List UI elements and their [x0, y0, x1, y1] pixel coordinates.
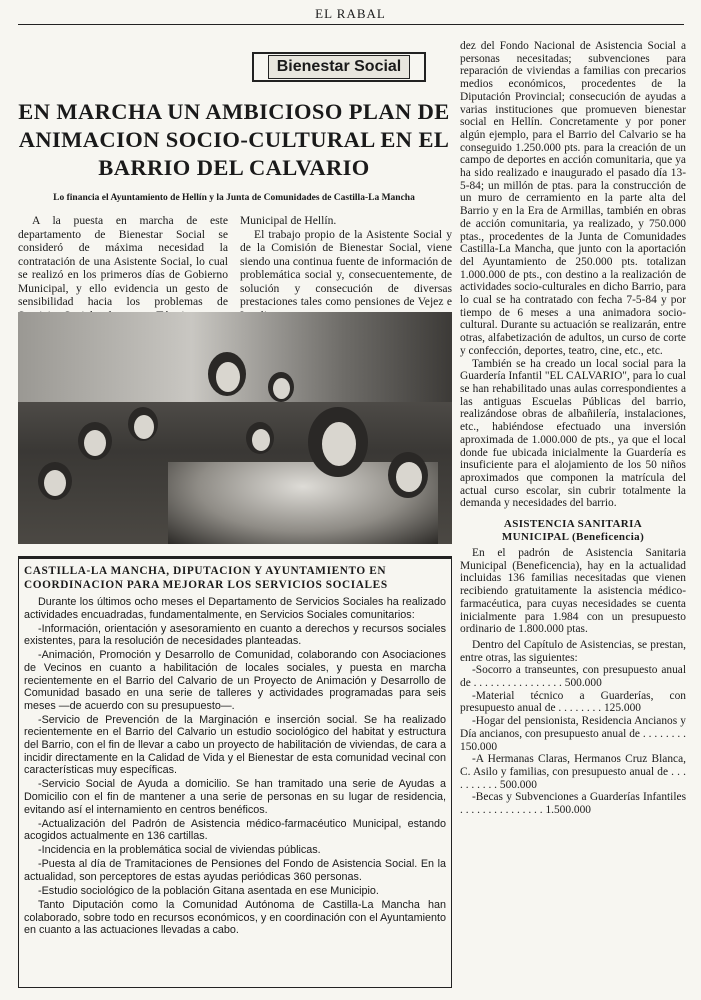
budget-item [460, 715, 686, 753]
article-photo [18, 312, 452, 544]
paragraph: Dentro del Capítulo de Asistencias, se prestan, entre otras, las siguientes: [460, 638, 686, 664]
paragraph: Durante los últimos ocho meses el Departamento de Servicios Sociales ha realizado actividades encuadradas, fundamentalmente, en Servicios Sociales comunitarios: [24, 596, 446, 621]
subsection-heading-main: MUNICIPAL [501, 531, 569, 544]
article-column-2 [240, 214, 452, 322]
budget-item-text: -Hogar del pensionista, Residencia Ancianos y Día ancianos, con presupuesto anual de [460, 715, 686, 740]
budget-item [460, 664, 686, 689]
article-headline: EN MARCHA UN AMBICIOSO PLAN DE ANIMACION SOCIO-CULTURAL EN EL BARRIO DEL CALVARIO [18, 99, 450, 180]
budget-item-dots: . . . . . . . . . . . . . . . . [470, 677, 565, 690]
paragraph: -Información, orientación y asesoramiento en cuanto a derechos y recursos sociales existentes, para la resolución de necesidades planteadas. [24, 622, 446, 648]
budget-item-dots: . . . . . . . . [639, 727, 686, 740]
article-subtitle: Lo financia el Ayuntamiento de Hellín y la Junta de Comunidades de Castilla-La Mancha [53, 193, 415, 203]
photo-figure [134, 415, 154, 439]
photo-figure [44, 470, 66, 496]
budget-item-text: -Socorro a transeuntes, con presupuesto anual de [460, 664, 686, 690]
budget-item-text: -Becas y Subvenciones a Guarderías Infantiles [472, 791, 686, 804]
budget-item-dots: . . . . . . . . . . . . . . . [460, 804, 546, 817]
photo-figure [216, 362, 240, 392]
budget-item-amount: 150.000 [460, 740, 498, 753]
budget-item-dots: . . . . . . . . . . [460, 765, 686, 791]
header-rule [18, 24, 684, 25]
photo-figure [252, 429, 270, 451]
budget-item-dots: . . . . . . . . [555, 702, 604, 715]
paragraph: -Incidencia en la problemática social de viviendas públicas. [38, 844, 321, 857]
paragraph: Municipal de Hellín. [240, 214, 337, 227]
paragraph: -Actualización del Padrón de Asistencia médico-farmacéutico Municipal, estando acogidos actualmente en 136 cartillas. [24, 817, 446, 843]
paragraph: El trabajo propio de la Asistente Social y de la Comisión de Bienestar Social, viene siendo una continua fuente de información de problemática social y, consecuentemente, de solución y consecución de diversas prestaciones tales como pensiones de Vejez e [240, 227, 452, 308]
paragraph: En el padrón de Asistencia Sanitaria Municipal (Beneficencia), hay en la actualidad incluidas 136 familias necesitadas que vienen recibiendo gratuitamente la asistencia médico-farmacéutica, para cuyas necesidades se cuenta inicialmente para 1.984 con un presupuesto ordinario de 1.800.000 ptas. [460, 547, 686, 636]
section-label-box [252, 52, 426, 82]
paragraph: dez del Fondo Nacional de Asistencia Social a personas necesitadas; subvenciones para reparación de viviendas a familias con precarios medios económicos, procedentes de la Diputación Provincial; consecución de ayudas a varias instituciones que promueven bienestar social en Hellín. Concretamente y por poner algún ejemplo, para el Barrio del Calvario se ha conseguido 1.250.000 pts. para la creación de un campo de deportes en acción comunitaria, que ya ha sido realizado e inaugurado el pasado día 13-5-84; un millón de ptas. para la construcción de un muro de cerramiento en la parte alta del Barrio y en la Era de Armillas, también en obras de acción comunitaria, ya realizado, y 750.000 ptas., procedentes de la Junta de Comunidades Castilla-La Mancha, que junto con la aportación del Ayuntamiento de 250.000 pts. totalizan 1.000.000 de pts., con destino a la realización de actividades socio-culturales en dicho Barrio, para lo cual se ha contratado con fecha 7-5-84 y por tiempo de 6 meses a una animadora socio-cultural. Durante su actuación se realizarán, entre otras, alfabetización de adultos, un curso de corte y confección, deportes, teatro, cine, etc., etc. [460, 40, 686, 357]
photo-figure [322, 422, 356, 466]
article-column-3 [460, 40, 686, 817]
subsection-heading-line-2 [460, 531, 686, 544]
paragraph: Tanto Diputación como la Comunidad Autónoma de Castilla-La Mancha han colaborado, sobre todo en recursos económicos, y en coordinación con el Ayuntamiento en cuanto a las actuaciones llevadas a cabo. [24, 899, 446, 937]
budget-item-text: -Material técnico a Guarderías, con presupuesto anual de [460, 689, 686, 715]
subsection-heading [460, 518, 686, 544]
budget-item-amount: 1.500.000 [545, 804, 591, 817]
paragraph: A la puesta en marcha de este departamento de Bienestar Social se consideró de máxima necesidad la contratación de una Asistente Social, lo cual se realizó en los primeros días de Gobierno Municipal, y ello evidencia un gesto de sensibilidad hacia los problemas de [18, 214, 228, 308]
article-column-1 [18, 214, 228, 322]
budget-item-text: -A Hermanas Claras, Hermanos Cruz Blanca, C. Asilo y familias, con presupuesto anual de [460, 753, 686, 778]
paragraph: -Animación, Promoción y Desarrollo de Comunidad, colaborando con Asociaciones de Vecinos en cuanto a habilitación de locales sociales, y puesta en marcha recientemente en el Barrio del Calvario de un Proyecto de Animación y Desarrollo de Comunidad basado en una serie de talleres y actividades programadas para seis meses —de acuerdo con su presupuesto—. [24, 649, 446, 712]
budget-item-amount: 125.000 [603, 702, 641, 715]
paragraph: -Estudio sociológico de la población Gitana asentada en ese Municipio. [38, 885, 379, 898]
boxed-article-body [24, 596, 446, 938]
photo-figure [396, 462, 422, 492]
paragraph: -Servicio Social de Ayuda a domicilio. Se han tramitado una serie de Ayudas a Domicilio con el fin de mantener a una serie de personas en su lugar de residencia, evitando así el internamiento en centros benéficos. [24, 778, 446, 816]
section-label: Bienestar Social [268, 55, 411, 79]
subsection-heading-paren: (Beneficencia) [571, 531, 645, 544]
publication-header: EL RABAL [315, 6, 386, 21]
budget-item [460, 791, 686, 816]
budget-item-amount: 500.000 [499, 778, 537, 791]
paragraph: También se ha creado un local social para la Guardería Infantil "EL CALVARIO", para lo cual se han rehabilitado unas aulas correspondientes a las antiguas Escuelas Públicas del barrio, realizándose obras de albañilería, instalaciones, etc., habiéndose efectuado una inversión aproximada de 1.000.000 de pts., ya que el local donde fue ubicada inicialmente la Guardería es insuficiente para el alojamiento de los 50 niños aproximados que componen la matrícula del actual curso escolar, sin cubrir totalmente la demanda y necesidades del barrio. [460, 357, 686, 510]
photo-figure [84, 430, 106, 456]
budget-item-amount: 500.000 [564, 677, 602, 690]
photo-figure [273, 378, 290, 399]
paragraph: -Puesta al día de Tramitaciones de Pensiones del Fondo de Asistencia Social. En la actualidad, son perceptores de estas ayudas periódicas 360 personas. [24, 858, 446, 883]
budget-item [460, 690, 686, 715]
boxed-article-title: CASTILLA-LA MANCHA, DIPUTACION Y AYUNTAMIENTO EN COORDINACION PARA MEJORAR LOS SERVICIOS SOCIALES [24, 565, 388, 591]
subsection-heading-line-1: ASISTENCIA SANITARIA [503, 518, 643, 531]
budget-item [460, 753, 686, 791]
paragraph: -Servicio de Prevención de la Marginación e inserción social. Se ha realizado recientemente en el Barrio del Calvario un estudio sociológico del habitat y estructura del Barrio, con el fin de llevar a cabo un proyecto de habilitación de viviendas, de cara a incidir directamente en la Calidad de Vida y el Bienestar de esta comunidad vecinal con características muy específicas. [24, 713, 446, 777]
